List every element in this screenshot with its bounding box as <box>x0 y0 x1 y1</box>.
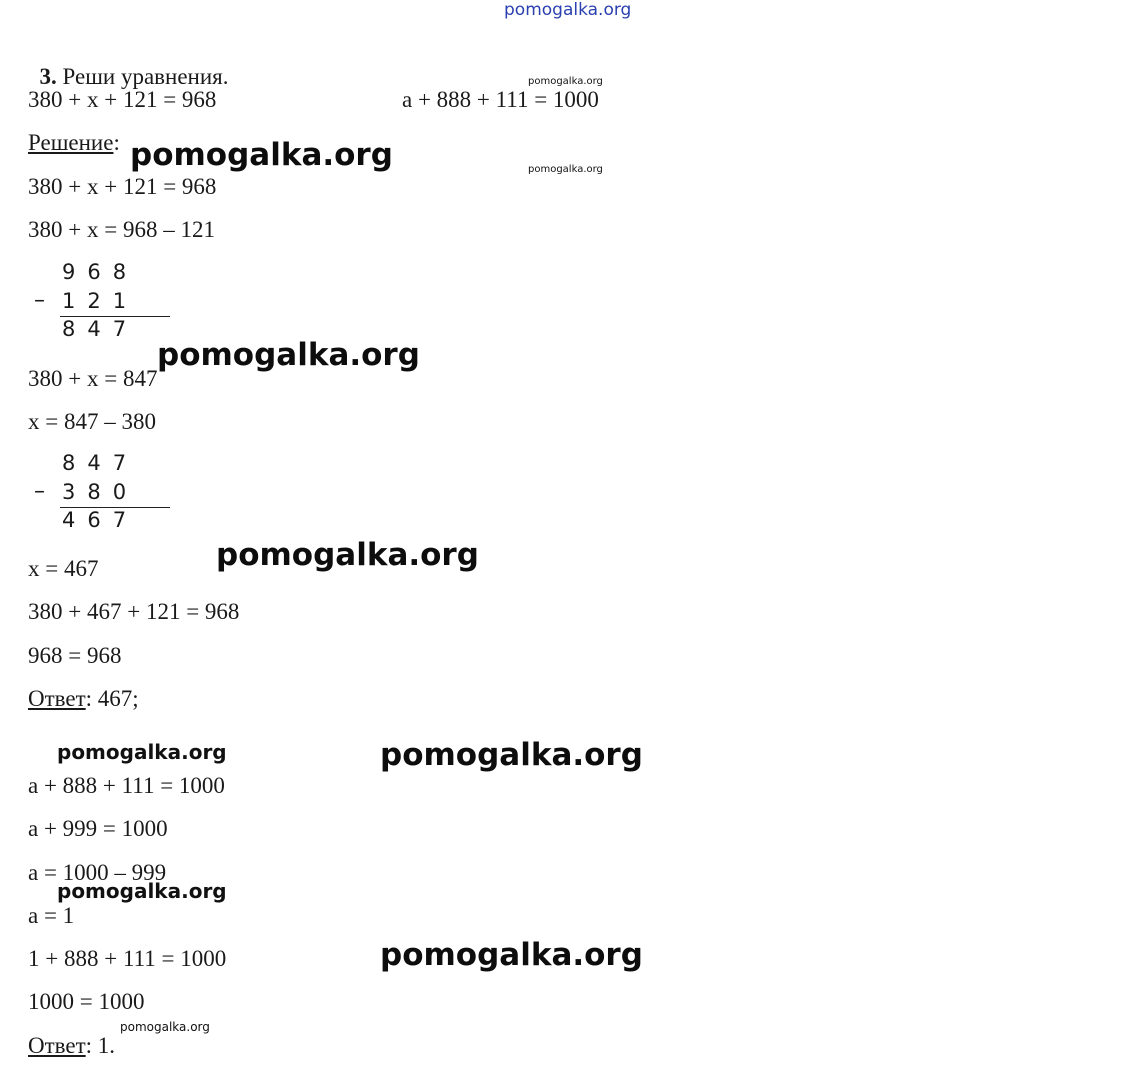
step-line: 380 + x = 847 <box>28 366 158 391</box>
watermark-large: pomogalka.org <box>157 337 420 373</box>
answer-label: Ответ <box>28 1033 86 1058</box>
step-line: 968 = 968 <box>28 643 122 668</box>
solution-heading <box>28 131 120 154</box>
answer-1 <box>28 687 139 710</box>
task-header <box>28 42 229 88</box>
solution-colon: : <box>113 130 120 155</box>
step-line: x = 467 <box>28 556 99 581</box>
watermark-medium: pomogalka.org <box>57 879 227 903</box>
watermark-small: pomogalka.org <box>528 76 603 87</box>
task-title: Реши уравнения. <box>62 64 229 89</box>
subtrahend: 121 <box>62 289 139 313</box>
step-line: 380 + x = 968 – 121 <box>28 217 215 242</box>
watermark-large: pomogalka.org <box>380 737 643 773</box>
answer-label: Ответ <box>28 686 86 711</box>
minus-sign: – <box>34 479 45 504</box>
difference: 847 <box>62 317 139 341</box>
difference: 467 <box>62 508 139 532</box>
step-line: 380 + 467 + 121 = 968 <box>28 599 240 624</box>
minuend: 847 <box>62 451 139 475</box>
step-line: a = 1000 – 999 <box>28 860 167 885</box>
answer-value: : 1. <box>85 1033 116 1058</box>
step-line: a = 1 <box>28 903 75 928</box>
equation-2: a + 888 + 111 = 1000 <box>402 87 599 112</box>
step-line: 1 + 888 + 111 = 1000 <box>28 946 227 971</box>
watermark-medium: pomogalka.org <box>57 740 227 764</box>
step-line: a + 888 + 111 = 1000 <box>28 773 225 798</box>
step-line: x = 847 – 380 <box>28 409 156 434</box>
step-line: 1000 = 1000 <box>28 989 145 1014</box>
equation-1: 380 + x + 121 = 968 <box>28 87 217 112</box>
watermark-large: pomogalka.org <box>380 937 643 973</box>
solution-label: Решение <box>28 130 114 155</box>
column-subtraction-2 <box>30 453 146 533</box>
subtrahend: 380 <box>62 480 139 504</box>
watermark-small: pomogalka.org <box>528 164 603 175</box>
watermark-large: pomogalka.org <box>130 137 393 173</box>
watermark-top: pomogalka.org <box>504 0 632 20</box>
column-subtraction-1 <box>30 262 146 342</box>
answer-2 <box>28 1034 115 1057</box>
step-line: 380 + x + 121 = 968 <box>28 174 217 199</box>
task-number: 3. <box>39 64 57 89</box>
watermark-small: pomogalka.org <box>120 1020 210 1034</box>
minuend: 968 <box>62 260 139 284</box>
step-line: a + 999 = 1000 <box>28 816 168 841</box>
watermark-large: pomogalka.org <box>216 537 479 573</box>
minus-sign: – <box>34 288 45 313</box>
answer-value: : 467; <box>85 686 139 711</box>
